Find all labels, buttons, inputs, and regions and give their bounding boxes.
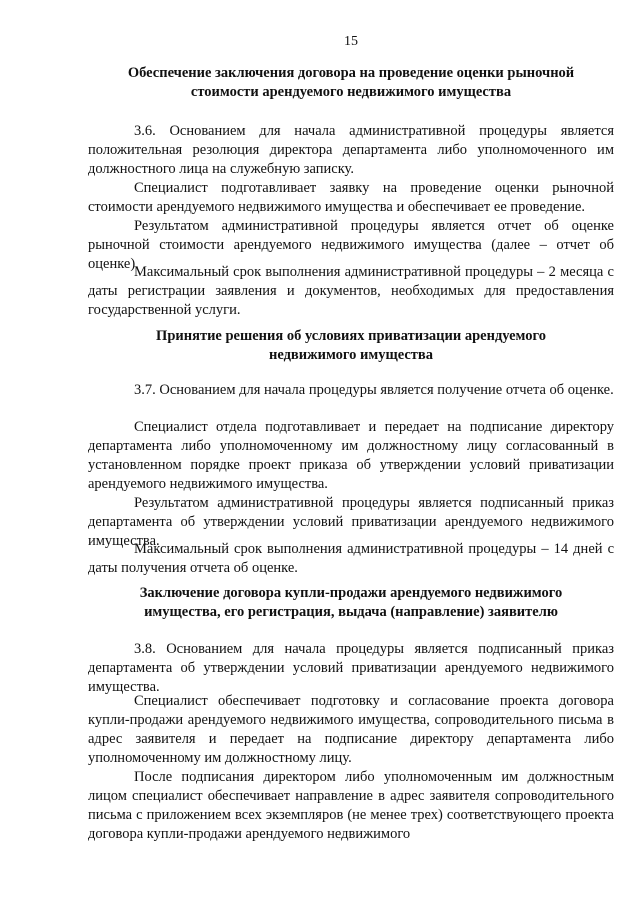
section-heading-3-8: Заключение договора купли-продажи арендуемого недвижимого имущества, его регистрация, выдача (направление) заявителю [139, 585, 563, 620]
paragraph-3-6-specialist: Специалист подготавливает заявку на проведение оценки рыночной стоимости арендуемого недвижимого имущества и обеспечивает ее проведение. [88, 180, 614, 215]
page-number: 15 [344, 34, 358, 49]
paragraph-3-6-basis: 3.6. Основанием для начала административной процедуры является положительная резолюция директора департамента либо уполномоченного им должностного лица на служебную записку. [88, 123, 614, 177]
paragraph-3-8-basis: 3.8. Основанием для начала процедуры является подписанный приказ департамента об утверждении условий приватизации арендуемого недвижимого имущества. [88, 641, 614, 695]
paragraph-3-6-result: Результатом административной процедуры является отчет об оценке рыночной стоимости арендуемого недвижимого имущества (далее – отчет об оценке). [88, 218, 614, 272]
paragraph-3-8-after-signing: После подписания директором либо уполномоченным им должностным лицом специалист обеспечивает направление в адрес заявителя сопроводительного письма с приложением всех экземпляров (не менее трех) соответствующего проекта договора купли-продажи арендуемого недвижимого [88, 769, 614, 842]
paragraph-3-7-deadline: Максимальный срок выполнения административной процедуры – 14 дней с даты получения отчета об оценке. [88, 541, 614, 576]
paragraph-3-6-deadline: Максимальный срок выполнения административной процедуры – 2 месяца с даты регистрации заявления и документов, необходимых для предоставления государственной услуги. [88, 264, 614, 318]
paragraph-3-7-specialist: Специалист отдела подготавливает и передает на подписание директору департамента либо уполномоченному им должностному лицу согласованный в установленном порядке проект приказа об утверждении условий приватизации арендуемого недвижимого имущества. [88, 419, 614, 492]
paragraph-3-7-result: Результатом административной процедуры является подписанный приказ департамента об утверждении условий приватизации арендуемого недвижимого имущества. [88, 495, 614, 549]
section-heading-3-6: Обеспечение заключения договора на проведение оценки рыночной стоимости арендуемого недвижимого имущества [127, 65, 575, 100]
paragraph-3-8-specialist: Специалист обеспечивает подготовку и согласование проекта договора купли-продажи арендуемого недвижимого имущества, сопроводительного письма в адрес заявителя и передает на подписание директору департамента либо уполномоченному им должностному лицу. [88, 693, 614, 766]
paragraph-3-7-basis: 3.7. Основанием для начала процедуры является получение отчета об оценке. [134, 382, 614, 398]
section-heading-3-7: Принятие решения об условиях приватизации арендуемого недвижимого имущества [156, 328, 546, 363]
